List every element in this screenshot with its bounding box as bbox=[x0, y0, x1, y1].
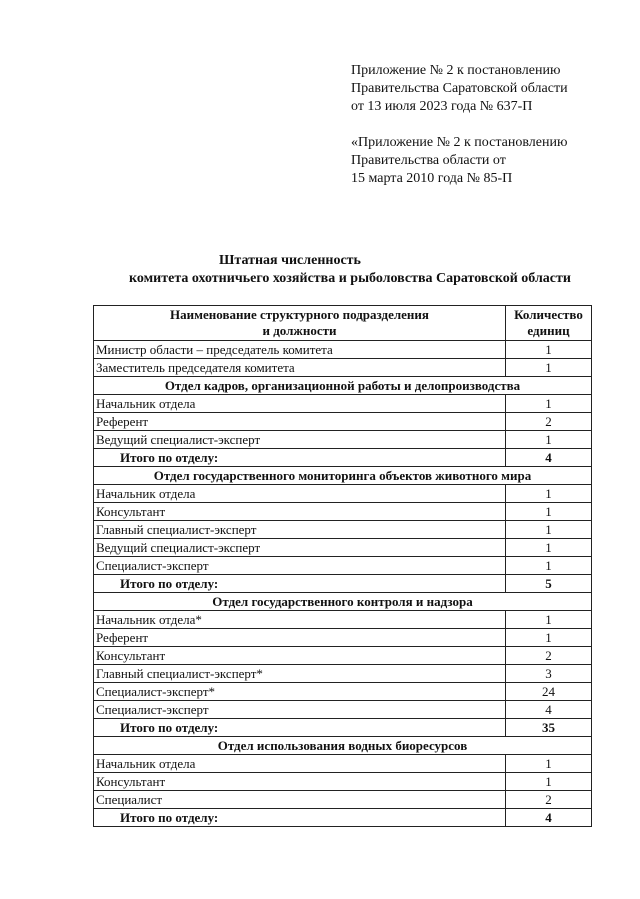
department-total-row bbox=[94, 719, 592, 737]
position-count: 2 bbox=[506, 791, 592, 809]
department-header-row bbox=[94, 593, 592, 611]
table-header-row bbox=[94, 306, 592, 341]
table-row bbox=[94, 629, 592, 647]
position-name: Начальник отдела bbox=[94, 755, 506, 773]
table-row bbox=[94, 341, 592, 359]
department-name: Отдел использования водных биоресурсов bbox=[94, 737, 592, 755]
position-count: 1 bbox=[506, 503, 592, 521]
table-row bbox=[94, 773, 592, 791]
department-name: Отдел государственного мониторинга объектов животного мира bbox=[94, 467, 592, 485]
table-row bbox=[94, 359, 592, 377]
appendix-line: Приложение № 2 к постановлению bbox=[351, 63, 561, 78]
position-count: 1 bbox=[506, 521, 592, 539]
position-count: 1 bbox=[506, 539, 592, 557]
table-row bbox=[94, 683, 592, 701]
table-row bbox=[94, 701, 592, 719]
column-header-name: Наименование структурного подразделения и должности bbox=[94, 306, 506, 341]
position-name: Референт bbox=[94, 629, 506, 647]
department-header-row bbox=[94, 737, 592, 755]
total-label: Итого по отделу: bbox=[94, 719, 506, 737]
position-count: 1 bbox=[506, 755, 592, 773]
position-count: 1 bbox=[506, 359, 592, 377]
position-name: Консультант bbox=[94, 503, 506, 521]
position-name: Специалист-эксперт bbox=[94, 701, 506, 719]
department-name: Отдел государственного контроля и надзора bbox=[94, 593, 592, 611]
table-row bbox=[94, 413, 592, 431]
position-name: Начальник отдела bbox=[94, 485, 506, 503]
department-total-row bbox=[94, 449, 592, 467]
position-name: Специалист-эксперт* bbox=[94, 683, 506, 701]
total-count: 5 bbox=[506, 575, 592, 593]
table-row bbox=[94, 485, 592, 503]
position-count: 1 bbox=[506, 431, 592, 449]
table-row bbox=[94, 503, 592, 521]
quoted-line: Правительства области от bbox=[351, 153, 506, 168]
table-row bbox=[94, 557, 592, 575]
total-count: 4 bbox=[506, 809, 592, 827]
position-name: Ведущий специалист-эксперт bbox=[94, 431, 506, 449]
total-count: 4 bbox=[506, 449, 592, 467]
appendix-line: от 13 июля 2023 года № 637-П bbox=[351, 99, 533, 114]
appendix-header bbox=[351, 62, 568, 188]
position-name: Главный специалист-эксперт* bbox=[94, 665, 506, 683]
position-count: 4 bbox=[506, 701, 592, 719]
total-label: Итого по отделу: bbox=[94, 575, 506, 593]
position-name: Специалист bbox=[94, 791, 506, 809]
staff-table bbox=[93, 305, 592, 827]
position-count: 1 bbox=[506, 395, 592, 413]
table-row bbox=[94, 755, 592, 773]
title-line-2: комитета охотничьего хозяйства и рыболовства Саратовской области bbox=[129, 271, 571, 286]
appendix-line: Правительства Саратовской области bbox=[351, 81, 568, 96]
total-count: 35 bbox=[506, 719, 592, 737]
department-header-row bbox=[94, 467, 592, 485]
position-name: Министр области – председатель комитета bbox=[94, 341, 506, 359]
table-row bbox=[94, 791, 592, 809]
position-count: 1 bbox=[506, 557, 592, 575]
total-label: Итого по отделу: bbox=[94, 449, 506, 467]
position-count: 1 bbox=[506, 611, 592, 629]
position-count: 1 bbox=[506, 629, 592, 647]
table-row bbox=[94, 521, 592, 539]
position-count: 2 bbox=[506, 647, 592, 665]
position-count: 24 bbox=[506, 683, 592, 701]
position-name: Консультант bbox=[94, 773, 506, 791]
table-row bbox=[94, 611, 592, 629]
position-count: 1 bbox=[506, 341, 592, 359]
table-row bbox=[94, 665, 592, 683]
quoted-line: «Приложение № 2 к постановлению bbox=[351, 135, 568, 150]
position-name: Референт bbox=[94, 413, 506, 431]
position-name: Заместитель председателя комитета bbox=[94, 359, 506, 377]
position-name: Специалист-эксперт bbox=[94, 557, 506, 575]
table-row bbox=[94, 431, 592, 449]
position-count: 1 bbox=[506, 773, 592, 791]
position-name: Консультант bbox=[94, 647, 506, 665]
column-header-count: Количество единиц bbox=[506, 306, 592, 341]
position-name: Главный специалист-эксперт bbox=[94, 521, 506, 539]
table-row bbox=[94, 395, 592, 413]
position-name: Начальник отдела bbox=[94, 395, 506, 413]
total-label: Итого по отделу: bbox=[94, 809, 506, 827]
department-total-row bbox=[94, 575, 592, 593]
position-count: 1 bbox=[506, 485, 592, 503]
table-row bbox=[94, 539, 592, 557]
title-line-1: Штатная численность bbox=[219, 253, 361, 268]
quoted-line: 15 марта 2010 года № 85-П bbox=[351, 171, 513, 186]
department-total-row bbox=[94, 809, 592, 827]
document-title bbox=[0, 252, 640, 288]
position-count: 2 bbox=[506, 413, 592, 431]
position-name: Начальник отдела* bbox=[94, 611, 506, 629]
department-header-row bbox=[94, 377, 592, 395]
position-name: Ведущий специалист-эксперт bbox=[94, 539, 506, 557]
position-count: 3 bbox=[506, 665, 592, 683]
table-row bbox=[94, 647, 592, 665]
department-name: Отдел кадров, организационной работы и делопроизводства bbox=[94, 377, 592, 395]
